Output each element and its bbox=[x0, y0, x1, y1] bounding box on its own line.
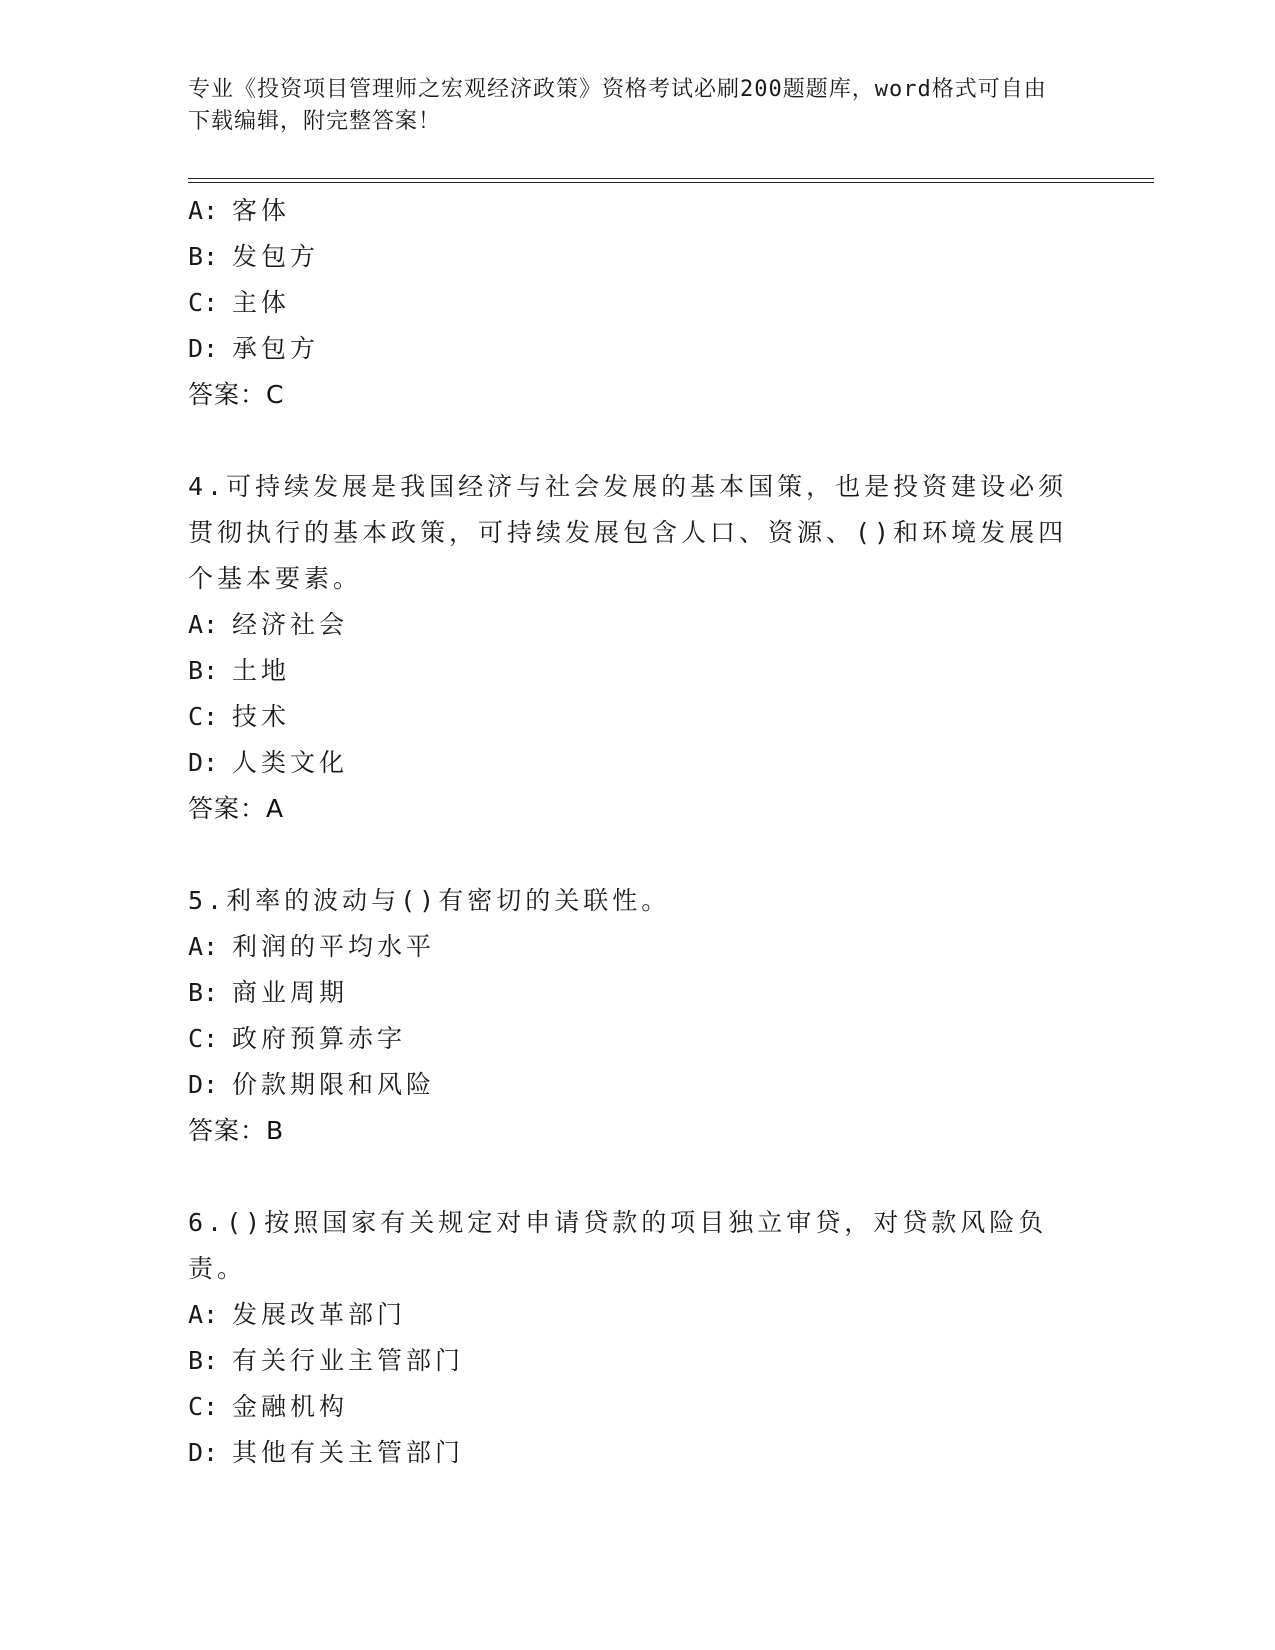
option-a bbox=[188, 602, 1068, 648]
option-letter: A: bbox=[188, 932, 219, 961]
option-letter: C: bbox=[188, 1024, 219, 1053]
option-text: 有关行业主管部门 bbox=[232, 1346, 465, 1375]
option-text: 土地 bbox=[232, 656, 291, 685]
option-text: 商业周期 bbox=[232, 978, 349, 1007]
option-a bbox=[188, 1292, 1068, 1338]
option-text: 发展改革部门 bbox=[232, 1300, 407, 1329]
option-letter: D: bbox=[188, 748, 219, 777]
option-a bbox=[188, 188, 1068, 234]
option-text: 发包方 bbox=[232, 242, 320, 271]
option-c bbox=[188, 694, 1068, 740]
option-b bbox=[188, 970, 1068, 1016]
option-text: 其他有关主管部门 bbox=[232, 1438, 465, 1467]
question-6 bbox=[188, 1200, 1068, 1476]
option-letter: C: bbox=[188, 1392, 219, 1421]
option-d bbox=[188, 326, 1068, 372]
option-letter: D: bbox=[188, 334, 219, 363]
option-b bbox=[188, 234, 1068, 280]
option-letter: C: bbox=[188, 288, 219, 317]
question-3 bbox=[188, 188, 1068, 418]
option-letter: A: bbox=[188, 610, 219, 639]
option-letter: B: bbox=[188, 242, 219, 271]
answer-line: 答案：A bbox=[188, 794, 285, 823]
option-d bbox=[188, 740, 1068, 786]
option-text: 客体 bbox=[232, 196, 291, 225]
answer-line: 答案：B bbox=[188, 1116, 285, 1145]
question-5 bbox=[188, 878, 1068, 1154]
option-text: 金融机构 bbox=[232, 1392, 349, 1421]
option-letter: B: bbox=[188, 656, 219, 685]
option-c bbox=[188, 1384, 1068, 1430]
option-text: 承包方 bbox=[232, 334, 320, 363]
option-letter: B: bbox=[188, 978, 219, 1007]
option-b bbox=[188, 648, 1068, 694]
option-text: 人类文化 bbox=[232, 748, 349, 777]
option-text: 经济社会 bbox=[232, 610, 349, 639]
option-text: 政府预算赤字 bbox=[232, 1024, 407, 1053]
option-d bbox=[188, 1062, 1068, 1108]
spacer bbox=[188, 832, 1068, 878]
option-letter: D: bbox=[188, 1438, 219, 1467]
option-text: 技术 bbox=[232, 702, 291, 731]
option-text: 主体 bbox=[232, 288, 291, 317]
document-header: 专业《投资项目管理师之宏观经济政策》资格考试必刷200题题库，word格式可自由下载编辑，附完整答案！ bbox=[188, 77, 1047, 134]
option-letter: A: bbox=[188, 196, 219, 225]
answer-line: 答案：C bbox=[188, 380, 285, 409]
question-text: 5.利率的波动与()有密切的关联性。 bbox=[188, 886, 671, 915]
option-text: 利润的平均水平 bbox=[232, 932, 436, 961]
option-letter: D: bbox=[188, 1070, 219, 1099]
option-b bbox=[188, 1338, 1068, 1384]
option-a bbox=[188, 924, 1068, 970]
option-letter: A: bbox=[188, 1300, 219, 1329]
question-4 bbox=[188, 464, 1068, 832]
question-list bbox=[188, 188, 1068, 1476]
question-text: 4.可持续发展是我国经济与社会发展的基本国策，也是投资建设必须贯彻执行的基本政策，可持续发展包含人口、资源、()和环境发展四个基本要素。 bbox=[188, 472, 1068, 593]
spacer bbox=[188, 418, 1068, 464]
option-text: 价款期限和风险 bbox=[232, 1070, 436, 1099]
question-text: 6.()按照国家有关规定对申请贷款的项目独立审贷，对贷款风险负责。 bbox=[188, 1208, 1048, 1283]
option-letter: C: bbox=[188, 702, 219, 731]
option-d bbox=[188, 1430, 1068, 1476]
option-letter: B: bbox=[188, 1346, 219, 1375]
option-c bbox=[188, 280, 1068, 326]
spacer bbox=[188, 1154, 1068, 1200]
option-c bbox=[188, 1016, 1068, 1062]
header-divider bbox=[188, 178, 1154, 183]
